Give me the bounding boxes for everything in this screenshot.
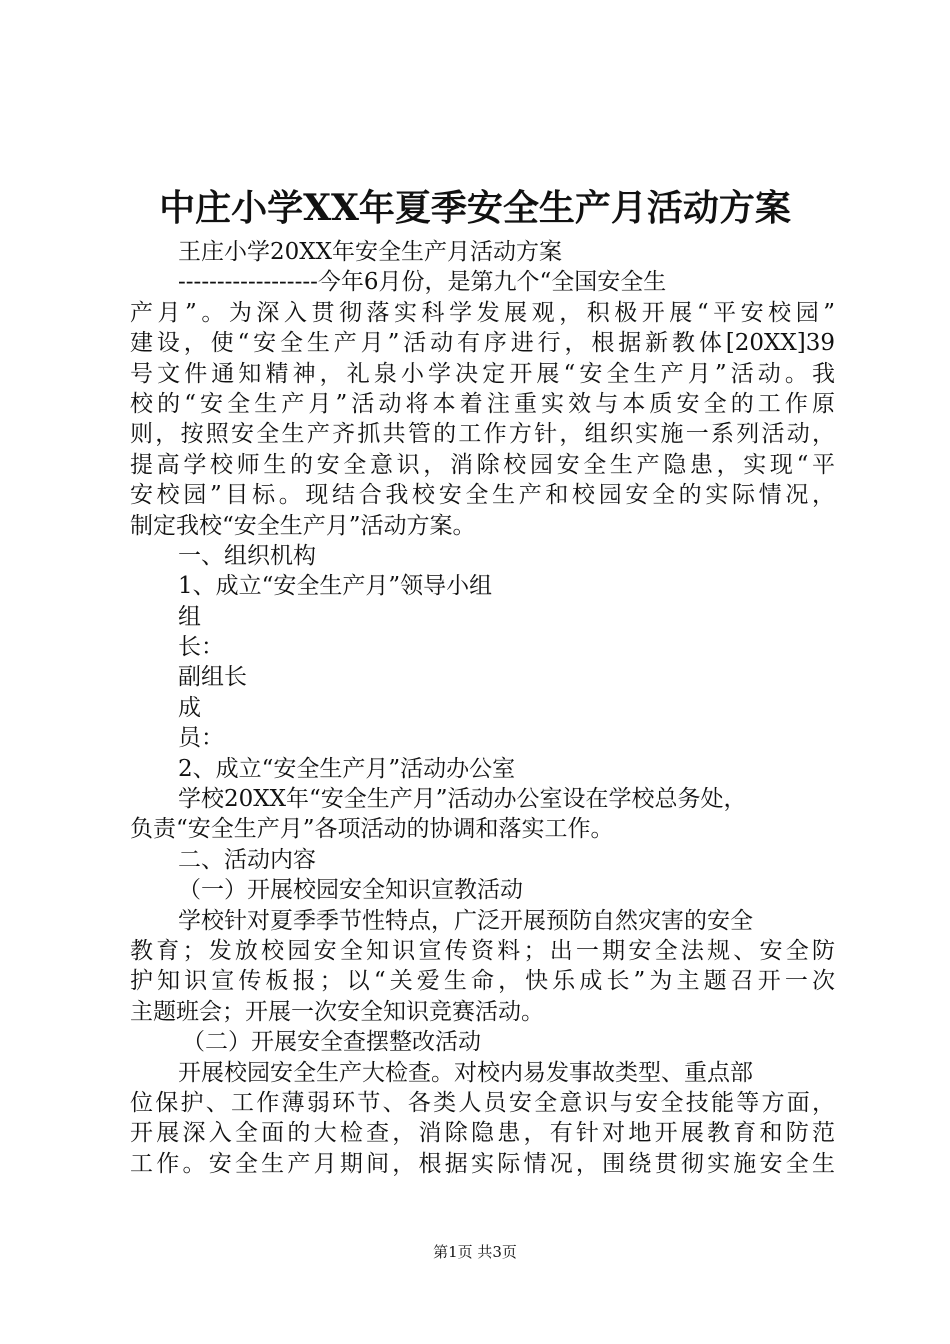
text-line: 护知识宣传板报；以“关爱生命，快乐成长”为主题召开一次: [130, 968, 835, 995]
text-line: 组: [178, 603, 201, 630]
text-line: 成: [178, 694, 201, 721]
text-line: 提高学校师生的安全意识，消除校园安全生产隐患，实现“平: [130, 451, 835, 478]
text-line: 长：: [178, 634, 224, 661]
text-line: （二）开展安全查摆整改活动: [182, 1029, 481, 1056]
text-line: （一）开展校园安全知识宣教活动: [178, 877, 523, 904]
text-line: 开展校园安全生产大检查。对校内易发事故类型、重点部: [178, 1059, 753, 1086]
text-line: 员：: [178, 725, 224, 752]
text-line: 开展深入全面的大检查，消除隐患，有针对地开展教育和防范: [130, 1120, 835, 1147]
document-title: 中庄小学XX年夏季安全生产月活动方案: [159, 187, 791, 229]
text-line: 教育；发放校园安全知识宣传资料；出一期安全法规、安全防: [130, 937, 835, 964]
text-line: 工作。安全生产月期间，根据实际情况，围绕贯彻实施安全生: [130, 1150, 835, 1177]
text-line: 校的“安全生产月”活动将本着注重实效与本质安全的工作原: [130, 390, 835, 417]
text-line: 则，按照安全生产齐抓共管的工作方针，组织实施一系列活动，: [130, 421, 835, 448]
text-line: 一、组织机构: [178, 542, 316, 569]
text-line: 安校园”目标。现结合我校安全生产和校园安全的实际情况，: [130, 482, 835, 509]
text-line: 学校针对夏季季节性特点，广泛开展预防自然灾害的安全: [178, 907, 753, 934]
text-line: 制定我校“安全生产月”活动方案。: [130, 512, 476, 539]
text-line: 主题班会；开展一次安全知识竞赛活动。: [130, 998, 544, 1025]
page-footer: 第1页 共3页: [433, 1243, 517, 1261]
document-body: [130, 237, 835, 1179]
text-line: 学校20XX年“安全生产月”活动办公室设在学校总务处，: [178, 786, 747, 813]
text-line: ------------------今年6月份，是第九个“全国安全生: [178, 269, 667, 296]
text-line: 位保护、工作薄弱环节、各类人员安全意识与安全技能等方面，: [130, 1089, 835, 1116]
text-line: 号文件通知精神，礼泉小学决定开展“安全生产月”活动。我: [130, 360, 835, 387]
text-line: 王庄小学20XX年安全生产月活动方案: [178, 239, 563, 265]
text-line: 建设，使“安全生产月”活动有序进行，根据新教体[20XX]39: [130, 330, 835, 357]
text-line: 负责“安全生产月”各项活动的协调和落实工作。: [130, 816, 614, 843]
text-line: 产月”。为深入贯彻落实科学发展观，积极开展“平安校园”: [130, 299, 835, 326]
text-line: 1、成立“安全生产月”领导小组: [178, 573, 493, 600]
text-line: 副组长: [178, 664, 247, 691]
text-line: 二、活动内容: [178, 846, 316, 873]
text-line: 2、成立“安全生产月”活动办公室: [178, 755, 516, 782]
